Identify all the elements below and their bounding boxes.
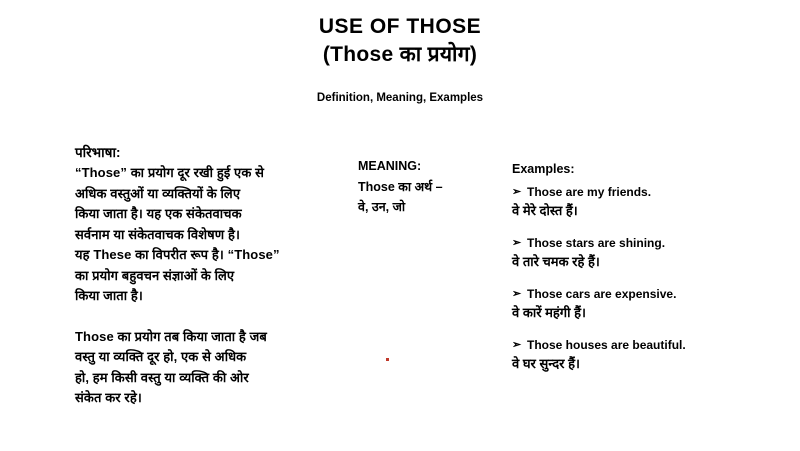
page-title-hindi: (Those का प्रयोग) — [322, 43, 478, 66]
definition-line: सर्वनाम या संकेतवाचक विशेषण है। — [75, 226, 241, 242]
title-block — [0, 14, 800, 70]
definition-column — [75, 143, 337, 409]
definition-line: अधिक वस्तुओं या व्यक्तियों के लिए — [75, 185, 241, 201]
meaning-line: Those का अर्थ – — [358, 180, 443, 194]
meaning-column — [358, 157, 493, 217]
definition-paragraph-2 — [75, 327, 337, 409]
definition-line: “Those” का प्रयोग दूर रखी हुई एक से — [75, 165, 265, 180]
example-english-row — [512, 337, 787, 354]
paragraph-spacer — [75, 307, 337, 327]
definition-line: Those का प्रयोग तब किया जाता है जब — [75, 328, 267, 344]
definition-line: हो, हम किसी वस्तु या व्यक्ति की ओर — [75, 369, 249, 385]
list-item — [512, 337, 787, 373]
arrow-bullet-icon: ➢ — [512, 237, 522, 249]
arrow-bullet-icon: ➢ — [512, 288, 522, 300]
list-item — [512, 235, 787, 271]
definition-line: किया जाता है। — [75, 288, 143, 303]
meaning-line: वे, उन, जो — [358, 200, 406, 214]
example-english-text: Those stars are shining. — [527, 236, 666, 250]
example-english-text: Those cars are expensive. — [527, 287, 677, 301]
list-item — [512, 184, 787, 220]
meaning-heading: MEANING: — [358, 159, 422, 173]
example-hindi-text: वे मेरे दोस्त हैं। — [512, 203, 578, 218]
page-title: USE OF THOSE — [318, 15, 482, 38]
example-hindi-text: वे घर सुन्दर हैं। — [512, 356, 580, 371]
example-hindi-text: वे कारें महंगी हैं। — [512, 305, 586, 320]
example-english-row — [512, 286, 787, 303]
example-english-text: Those houses are beautiful. — [527, 338, 686, 352]
definition-line: यह These का विपरीत रूप है। “Those” — [75, 247, 280, 262]
definition-heading: परिभाषा: — [75, 145, 121, 160]
example-english-row — [512, 184, 787, 201]
list-item — [512, 286, 787, 322]
definition-line: किया जाता है। यह एक संकेतवाचक — [75, 206, 242, 221]
arrow-bullet-icon: ➢ — [512, 186, 522, 198]
definition-line: का प्रयोग बहुवचन संज्ञाओं के लिए — [75, 267, 235, 283]
page-subtitle: Definition, Meaning, Examples — [316, 92, 484, 104]
example-english-text: Those are my friends. — [527, 185, 652, 199]
definition-line: वस्तु या व्यक्ति दूर हो, एक से अधिक — [75, 349, 247, 364]
definition-line: संकेत कर रहे। — [75, 390, 142, 405]
definition-paragraph-1 — [75, 163, 337, 307]
examples-heading: Examples: — [512, 162, 575, 176]
example-english-row — [512, 235, 787, 252]
arrow-bullet-icon: ➢ — [512, 339, 522, 351]
meaning-body — [358, 177, 493, 217]
examples-column — [512, 160, 787, 388]
example-hindi-text: वे तारे चमक रहे हैं। — [512, 254, 600, 269]
stray-dot-mark — [386, 358, 389, 361]
